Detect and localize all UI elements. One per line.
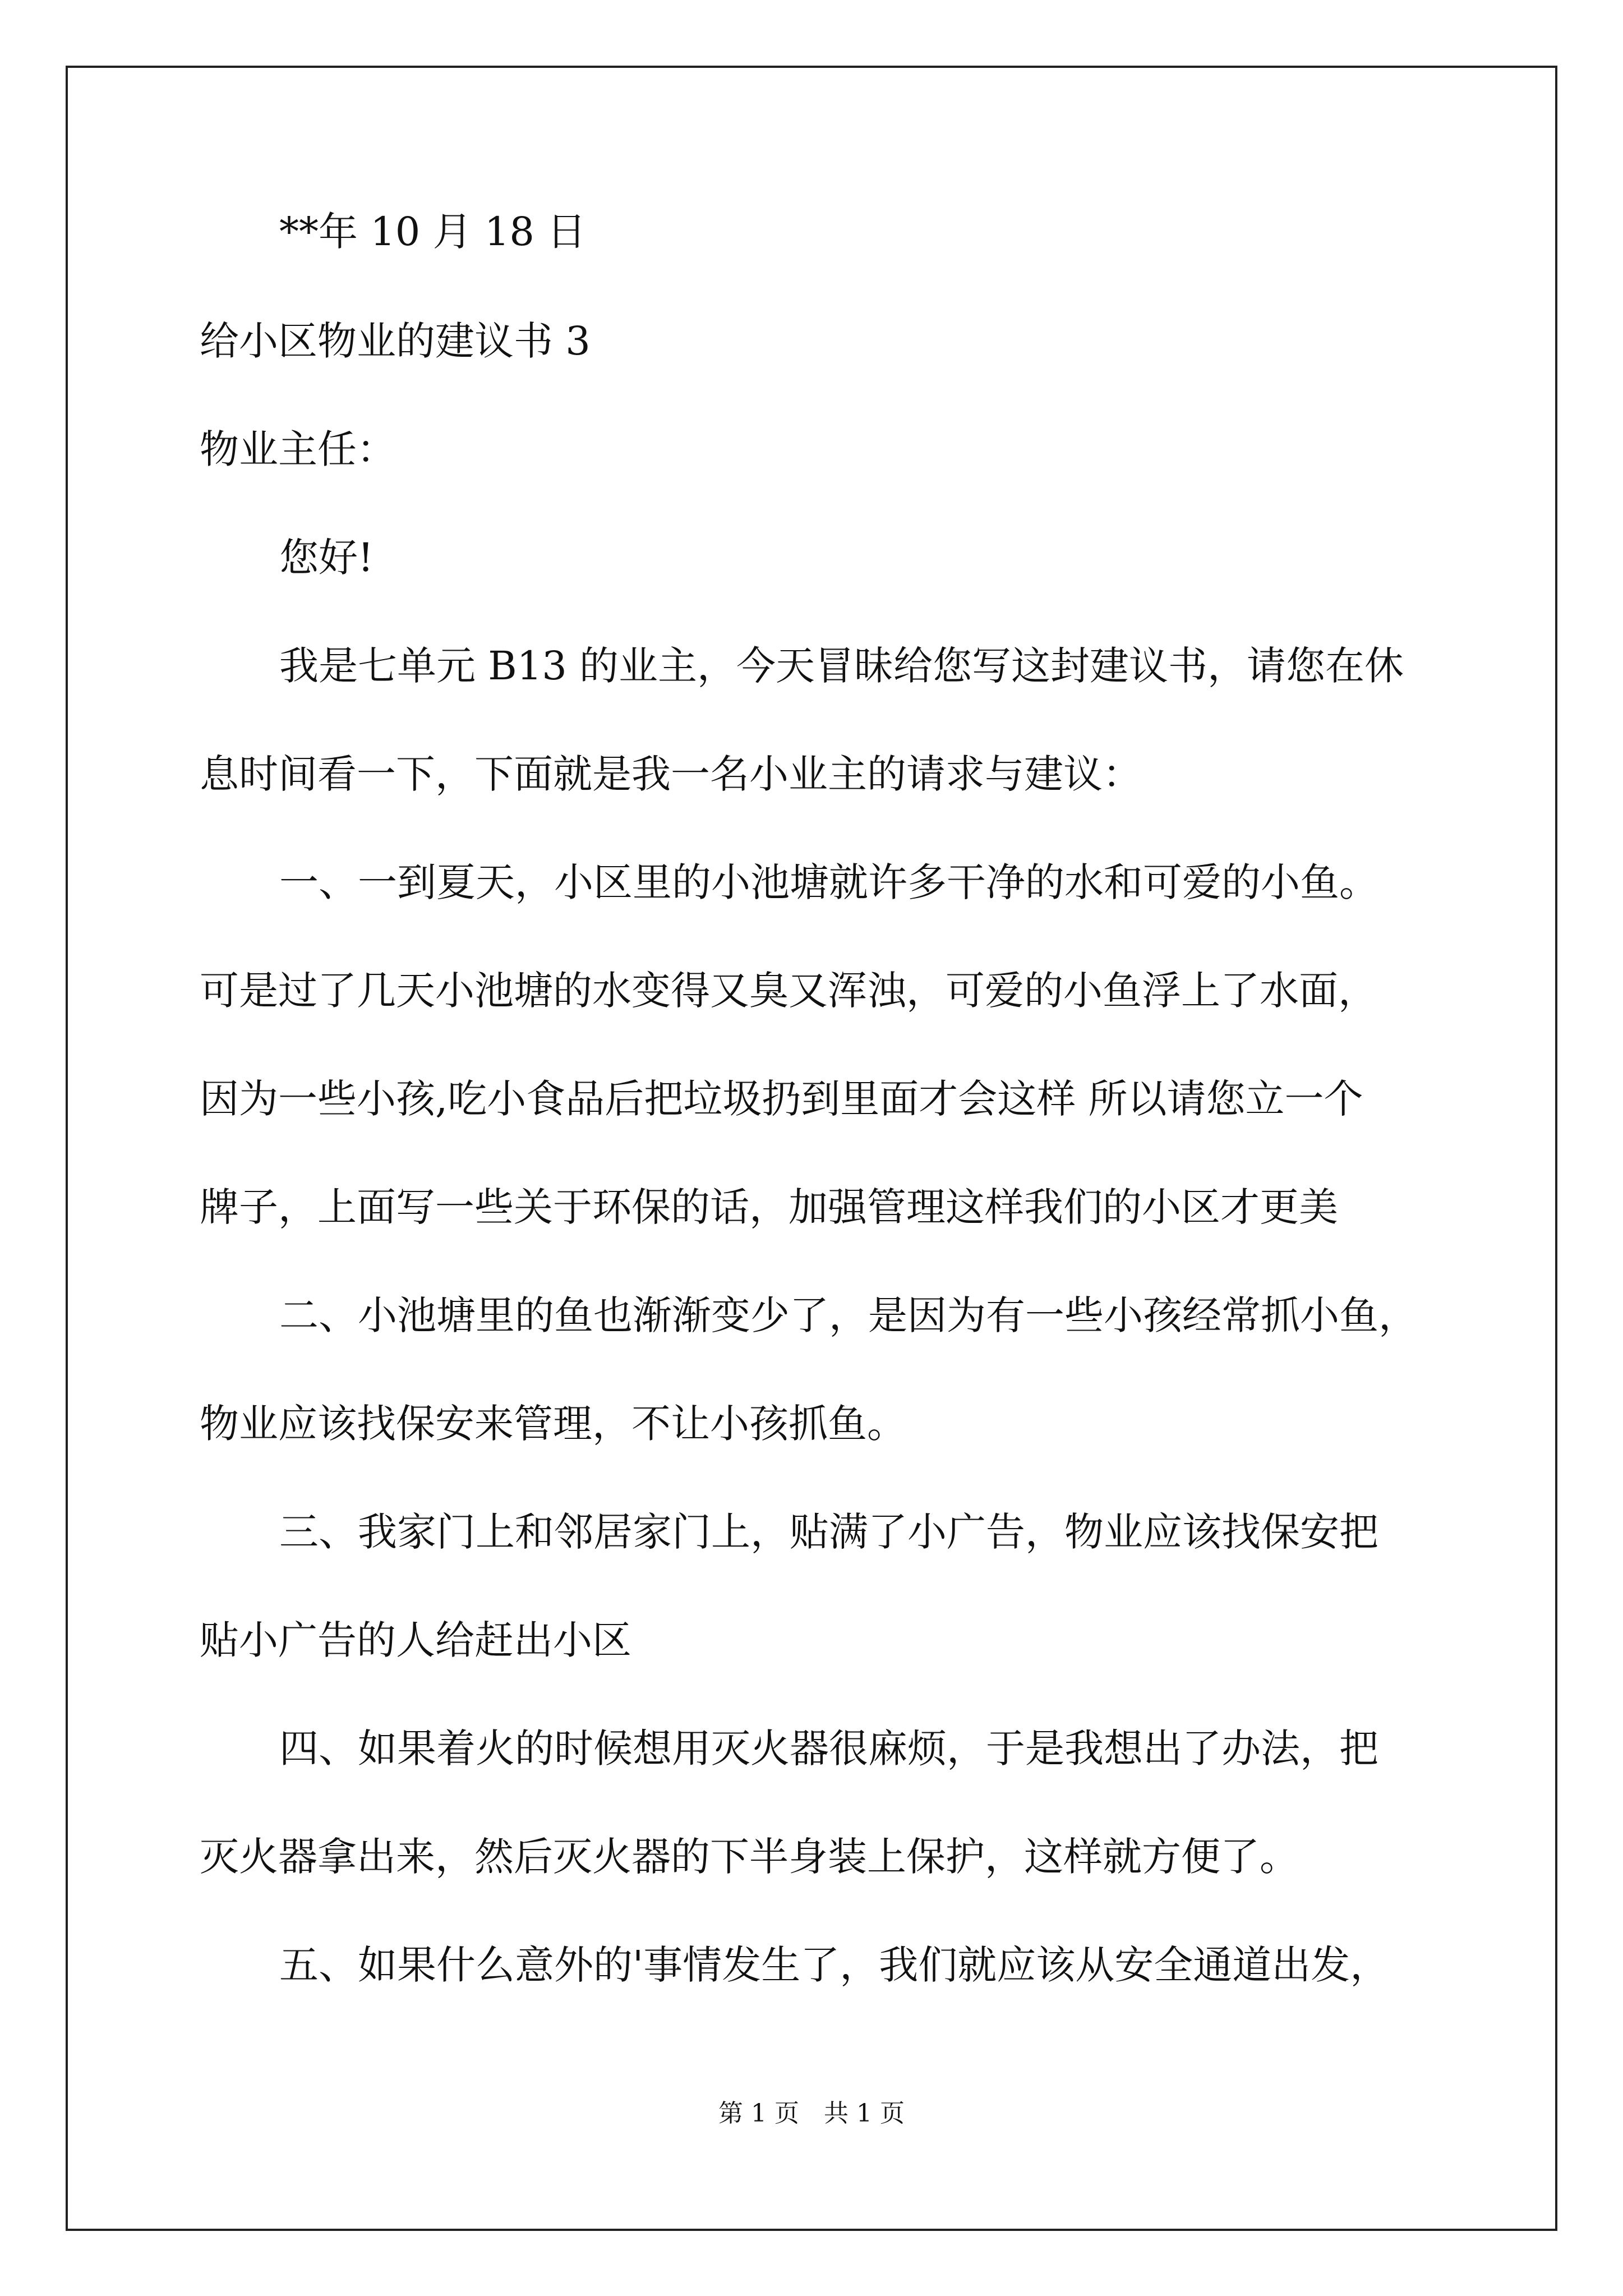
- date-line: **年 10 月 18 日: [279, 209, 587, 255]
- paragraph-line: 牌子，上面写一些关于环保的话，加强管理这样我们的小区才更美: [200, 1184, 1338, 1230]
- paragraph-line: 物业应该找保安来管理，不让小孩抓鱼。: [200, 1401, 906, 1447]
- paragraph-line: 五、如果什么意外的'事情发生了，我们就应该从安全通道出发，: [279, 1942, 1390, 1988]
- paragraph-line: 我是七单元 B13 的业主，今天冒昧给您写这封建议书，请您在休: [279, 643, 1404, 689]
- page-number-footer: 第 1 页 共 1 页: [718, 2099, 905, 2128]
- greeting: 您好!: [279, 535, 374, 581]
- paragraph-line: 息时间看一下，下面就是我一名小业主的请求与建议：: [200, 751, 1142, 797]
- page-border: [66, 66, 1557, 2231]
- paragraph-line: 贴小广告的人给赶出小区: [200, 1617, 631, 1663]
- paragraph-line: 四、如果着火的时候想用灭火器很麻烦，于是我想出了办法，把: [279, 1726, 1378, 1772]
- paragraph-line: 二、小池塘里的鱼也渐渐变少了，是因为有一些小孩经常抓小鱼，: [279, 1292, 1418, 1338]
- salutation: 物业主任：: [200, 426, 396, 472]
- document-title: 给小区物业的建议书 3: [200, 318, 591, 364]
- paragraph-line: 可是过了几天小池塘的水变得又臭又浑浊，可爱的小鱼浮上了水面，: [200, 968, 1377, 1014]
- paragraph-line: 因为一些小孩,吃小食品后把垃圾扔到里面才会这样 所以请您立一个: [200, 1076, 1363, 1122]
- paragraph-line: 灭火器拿出来，然后灭火器的下半身装上保护，这样就方便了。: [200, 1834, 1299, 1880]
- paragraph-line: 一、一到夏天，小区里的小池塘就许多干净的水和可爱的小鱼。: [279, 859, 1378, 905]
- paragraph-line: 三、我家门上和邻居家门上，贴满了小广告，物业应该找保安把: [279, 1509, 1378, 1555]
